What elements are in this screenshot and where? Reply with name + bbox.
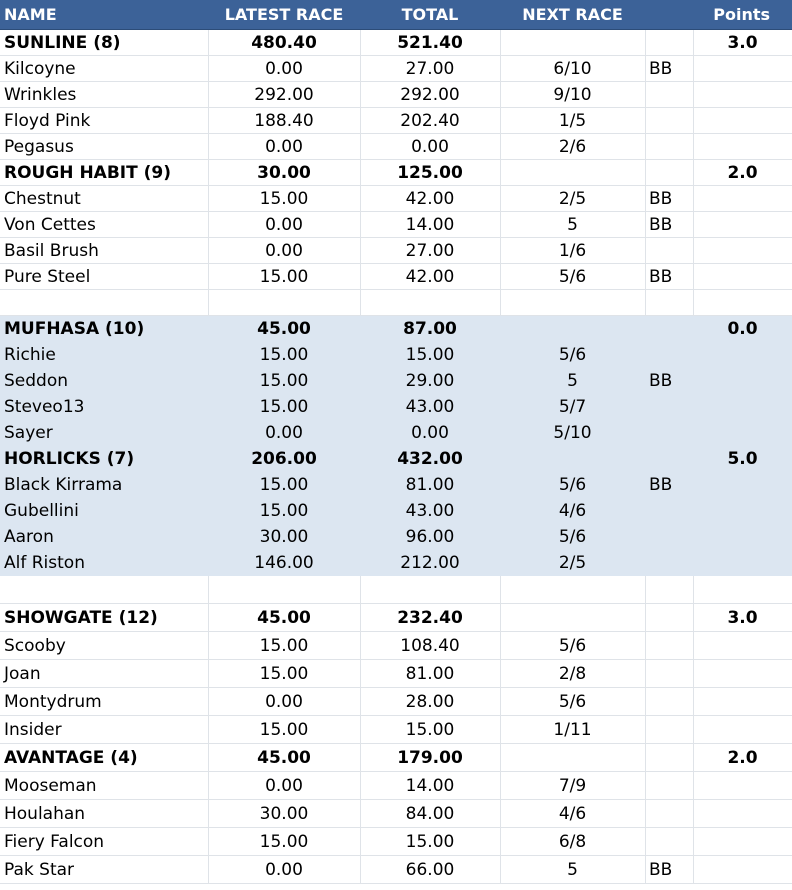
gridline: [645, 290, 646, 315]
total-cell[interactable]: 84.00: [405, 803, 455, 824]
total-cell[interactable]: 108.40: [400, 635, 460, 656]
latest-race-cell[interactable]: 0.00: [265, 859, 303, 880]
flag-cell[interactable]: [645, 524, 693, 549]
total-cell[interactable]: 212.00: [400, 552, 460, 573]
next-race-cell[interactable]: 4/6: [558, 500, 587, 521]
points-cell[interactable]: [693, 82, 792, 107]
flag-cell[interactable]: [645, 498, 693, 523]
latest-race-cell[interactable]: 30.00: [259, 526, 309, 547]
name-cell[interactable]: Richie: [4, 344, 56, 365]
name-cell[interactable]: Black Kirrama: [4, 474, 123, 495]
flag-cell[interactable]: [645, 716, 693, 743]
flag-cell[interactable]: [645, 828, 693, 855]
table-row: [0, 800, 792, 828]
total-cell[interactable]: 14.00: [405, 214, 455, 235]
latest-race-cell[interactable]: 146.00: [254, 552, 314, 573]
total-cell[interactable]: 28.00: [405, 691, 455, 712]
points-cell[interactable]: [693, 108, 792, 133]
table-row: [0, 56, 792, 82]
latest-race-cell[interactable]: 0.00: [265, 422, 303, 443]
name-cell[interactable]: Mooseman: [4, 775, 97, 796]
points-cell[interactable]: [693, 498, 792, 523]
points-cell[interactable]: [693, 212, 792, 237]
latest-race-cell[interactable]: 30.00: [257, 162, 311, 183]
flag-cell[interactable]: [645, 82, 693, 107]
name-cell[interactable]: ROUGH HABIT (9): [4, 162, 171, 183]
total-cell[interactable]: 27.00: [405, 240, 455, 261]
gridline: [693, 576, 694, 603]
total-cell[interactable]: 125.00: [397, 162, 463, 183]
flag-cell[interactable]: [645, 446, 693, 471]
table-row: [0, 856, 792, 884]
latest-race-cell[interactable]: 15.00: [259, 188, 309, 209]
name-cell[interactable]: Aaron: [4, 526, 54, 547]
latest-race-cell[interactable]: 0.00: [265, 214, 303, 235]
total-cell[interactable]: 43.00: [405, 396, 455, 417]
header-latest-race[interactable]: LATEST RACE: [224, 5, 344, 24]
total-cell[interactable]: 15.00: [405, 719, 455, 740]
next-race-cell[interactable]: 4/6: [558, 803, 587, 824]
total-cell[interactable]: 42.00: [405, 188, 455, 209]
name-cell[interactable]: Montydrum: [4, 691, 102, 712]
table-row: [0, 238, 792, 264]
latest-race-cell[interactable]: 15.00: [259, 396, 309, 417]
table-row: [0, 828, 792, 856]
points-cell[interactable]: 3.0: [727, 607, 758, 628]
total-cell[interactable]: 43.00: [405, 500, 455, 521]
next-race-cell[interactable]: 6/8: [558, 831, 587, 852]
latest-race-cell[interactable]: 15.00: [259, 344, 309, 365]
total-cell[interactable]: 202.40: [400, 110, 460, 131]
next-race-cell[interactable]: 1/11: [553, 719, 592, 740]
flag-cell[interactable]: [645, 238, 693, 263]
flag-cell[interactable]: BB: [649, 266, 673, 287]
flag-cell[interactable]: BB: [649, 370, 673, 391]
name-cell[interactable]: Steveo13: [4, 396, 85, 417]
name-cell[interactable]: Floyd Pink: [4, 110, 91, 131]
latest-race-cell[interactable]: 45.00: [257, 318, 311, 339]
points-cell[interactable]: 5.0: [727, 448, 758, 469]
gridline: [500, 576, 501, 603]
next-race-cell[interactable]: 5/6: [558, 266, 587, 287]
points-cell[interactable]: [693, 264, 792, 289]
latest-race-cell[interactable]: 0.00: [265, 691, 303, 712]
table-row: [0, 660, 792, 688]
next-race-cell[interactable]: [500, 30, 645, 55]
table-row: [0, 368, 792, 394]
next-race-cell[interactable]: 7/9: [558, 775, 587, 796]
next-race-cell[interactable]: 5/6: [558, 526, 587, 547]
name-cell[interactable]: Insider: [4, 719, 62, 740]
total-cell[interactable]: 29.00: [405, 370, 455, 391]
name-cell[interactable]: Sayer: [4, 422, 53, 443]
latest-race-cell[interactable]: 188.40: [254, 110, 314, 131]
name-cell[interactable]: Von Cettes: [4, 214, 96, 235]
name-cell[interactable]: Basil Brush: [4, 240, 99, 261]
gridline: [208, 290, 209, 315]
table-row: [0, 264, 792, 290]
points-cell[interactable]: [693, 828, 792, 855]
next-race-cell[interactable]: 2/8: [558, 663, 587, 684]
latest-race-cell[interactable]: 15.00: [259, 500, 309, 521]
total-cell[interactable]: 15.00: [405, 831, 455, 852]
total-cell[interactable]: 14.00: [405, 775, 455, 796]
blank-row: [0, 576, 792, 604]
flag-cell[interactable]: [645, 160, 693, 185]
gridline: [208, 576, 209, 603]
name-cell[interactable]: Pegasus: [4, 136, 74, 157]
name-cell[interactable]: Pak Star: [4, 859, 75, 880]
header-flag[interactable]: [645, 0, 693, 29]
next-race-cell[interactable]: 1/6: [558, 240, 587, 261]
points-cell[interactable]: [693, 134, 792, 159]
table-row: [0, 524, 792, 550]
flag-cell[interactable]: [645, 30, 693, 55]
table-row: [0, 632, 792, 660]
name-cell[interactable]: Pure Steel: [4, 266, 91, 287]
name-cell[interactable]: Fiery Falcon: [4, 831, 105, 852]
table-row: [0, 108, 792, 134]
points-cell[interactable]: [693, 550, 792, 575]
total-cell[interactable]: 521.40: [397, 32, 463, 53]
total-cell[interactable]: 232.40: [397, 607, 463, 628]
blank-row: [0, 290, 792, 316]
flag-cell[interactable]: [645, 342, 693, 367]
latest-race-cell[interactable]: 30.00: [259, 803, 309, 824]
next-race-cell[interactable]: [500, 316, 645, 341]
name-cell[interactable]: Chestnut: [4, 188, 81, 209]
next-race-cell[interactable]: [500, 446, 645, 471]
next-race-cell[interactable]: 1/5: [558, 110, 587, 131]
latest-race-cell[interactable]: 0.00: [265, 136, 303, 157]
total-cell[interactable]: 42.00: [405, 266, 455, 287]
points-cell[interactable]: [693, 856, 792, 883]
latest-race-cell[interactable]: 15.00: [259, 831, 309, 852]
flag-cell[interactable]: [645, 108, 693, 133]
name-cell[interactable]: Scooby: [4, 635, 66, 656]
next-race-cell[interactable]: 5/10: [553, 422, 592, 443]
points-cell[interactable]: [693, 524, 792, 549]
name-cell[interactable]: Wrinkles: [4, 84, 77, 105]
group-row: [0, 316, 792, 342]
total-cell[interactable]: 0.00: [411, 422, 449, 443]
table-row: [0, 212, 792, 238]
total-cell[interactable]: 87.00: [403, 318, 457, 339]
flag-cell[interactable]: [645, 744, 693, 771]
points-cell[interactable]: [693, 632, 792, 659]
points-cell[interactable]: [693, 394, 792, 419]
total-cell[interactable]: 0.00: [411, 136, 449, 157]
name-cell[interactable]: Alf Riston: [4, 552, 85, 573]
flag-cell[interactable]: [645, 550, 693, 575]
next-race-cell[interactable]: [500, 744, 645, 771]
name-cell[interactable]: Joan: [4, 663, 41, 684]
points-cell[interactable]: [693, 368, 792, 393]
flag-cell[interactable]: [645, 632, 693, 659]
flag-cell[interactable]: [645, 316, 693, 341]
name-cell[interactable]: HORLICKS (7): [4, 448, 135, 469]
total-cell[interactable]: 432.00: [397, 448, 463, 469]
table-row: [0, 394, 792, 420]
gridline: [693, 290, 694, 315]
flag-cell[interactable]: [645, 394, 693, 419]
table-row: [0, 134, 792, 160]
table-body: [0, 30, 792, 884]
points-cell[interactable]: [693, 688, 792, 715]
points-cell[interactable]: [693, 800, 792, 827]
total-cell[interactable]: 27.00: [405, 58, 455, 79]
points-cell[interactable]: [693, 56, 792, 81]
group-row: [0, 30, 792, 56]
points-cell[interactable]: 0.0: [727, 318, 758, 339]
total-cell[interactable]: 96.00: [405, 526, 455, 547]
name-cell[interactable]: Kilcoyne: [4, 58, 76, 79]
latest-race-cell[interactable]: 15.00: [259, 474, 309, 495]
name-cell[interactable]: AVANTAGE (4): [4, 747, 138, 768]
flag-cell[interactable]: [645, 800, 693, 827]
group-row: [0, 744, 792, 772]
table-row: [0, 688, 792, 716]
points-cell[interactable]: [693, 186, 792, 211]
table-row: [0, 342, 792, 368]
flag-cell[interactable]: BB: [649, 214, 673, 235]
next-race-cell[interactable]: 5/6: [558, 691, 587, 712]
points-cell[interactable]: 2.0: [727, 747, 758, 768]
next-race-cell[interactable]: 5/6: [558, 344, 587, 365]
total-cell[interactable]: 81.00: [405, 474, 455, 495]
gridline: [360, 290, 361, 315]
latest-race-cell[interactable]: 15.00: [259, 663, 309, 684]
latest-race-cell[interactable]: 0.00: [265, 775, 303, 796]
points-cell[interactable]: [693, 238, 792, 263]
table-row: [0, 550, 792, 576]
flag-cell[interactable]: [645, 772, 693, 799]
table-row: [0, 716, 792, 744]
latest-race-cell[interactable]: 0.00: [265, 240, 303, 261]
group-row: [0, 604, 792, 632]
total-cell[interactable]: 15.00: [405, 344, 455, 365]
gridline: [360, 576, 361, 603]
header-row: [0, 0, 792, 30]
header-total[interactable]: TOTAL: [401, 5, 459, 24]
group-row: [0, 160, 792, 186]
next-race-cell[interactable]: 2/6: [558, 136, 587, 157]
header-next-race[interactable]: NEXT RACE: [522, 5, 623, 24]
total-cell[interactable]: 66.00: [405, 859, 455, 880]
latest-race-cell[interactable]: 206.00: [251, 448, 317, 469]
name-cell[interactable]: MUFHASA (10): [4, 318, 145, 339]
gridline: [645, 576, 646, 603]
next-race-cell[interactable]: 5: [567, 370, 578, 391]
flag-cell[interactable]: BB: [649, 58, 673, 79]
next-race-cell[interactable]: 5/7: [558, 396, 587, 417]
header-name[interactable]: NAME: [4, 5, 57, 24]
next-race-cell[interactable]: 6/10: [553, 58, 592, 79]
table-row: [0, 186, 792, 212]
next-race-cell[interactable]: 2/5: [558, 552, 587, 573]
points-cell[interactable]: [693, 772, 792, 799]
next-race-cell[interactable]: [500, 604, 645, 631]
table-row: [0, 472, 792, 498]
next-race-cell[interactable]: 5: [567, 859, 578, 880]
points-cell[interactable]: [693, 420, 792, 445]
name-cell[interactable]: SUNLINE (8): [4, 32, 121, 53]
points-cell[interactable]: 3.0: [727, 32, 758, 53]
group-row: [0, 446, 792, 472]
name-cell[interactable]: Gubellini: [4, 500, 79, 521]
latest-race-cell[interactable]: 15.00: [259, 266, 309, 287]
header-points[interactable]: Points: [713, 5, 770, 24]
name-cell[interactable]: Seddon: [4, 370, 69, 391]
table-row: [0, 772, 792, 800]
next-race-cell[interactable]: 5/6: [558, 474, 587, 495]
latest-race-cell[interactable]: 15.00: [259, 370, 309, 391]
table-row: [0, 82, 792, 108]
latest-race-cell[interactable]: 292.00: [254, 84, 314, 105]
table-row: [0, 420, 792, 446]
total-cell[interactable]: 292.00: [400, 84, 460, 105]
latest-race-cell[interactable]: 15.00: [259, 719, 309, 740]
flag-cell[interactable]: [645, 604, 693, 631]
table-row: [0, 498, 792, 524]
next-race-cell[interactable]: 9/10: [553, 84, 592, 105]
gridline: [500, 290, 501, 315]
points-cell[interactable]: [693, 716, 792, 743]
name-cell[interactable]: SHOWGATE (12): [4, 607, 158, 628]
flag-cell[interactable]: BB: [649, 474, 673, 495]
latest-race-cell[interactable]: 15.00: [259, 635, 309, 656]
next-race-cell[interactable]: 2/5: [558, 188, 587, 209]
flag-cell[interactable]: [645, 688, 693, 715]
next-race-cell[interactable]: 5/6: [558, 635, 587, 656]
latest-race-cell[interactable]: 480.40: [251, 32, 317, 53]
flag-cell[interactable]: [645, 420, 693, 445]
name-cell[interactable]: Houlahan: [4, 803, 86, 824]
latest-race-cell[interactable]: 45.00: [257, 607, 311, 628]
flag-cell[interactable]: [645, 660, 693, 687]
points-cell[interactable]: [693, 342, 792, 367]
points-cell[interactable]: [693, 660, 792, 687]
flag-cell[interactable]: BB: [649, 859, 673, 880]
flag-cell[interactable]: [645, 134, 693, 159]
total-cell[interactable]: 81.00: [405, 663, 455, 684]
flag-cell[interactable]: BB: [649, 188, 673, 209]
latest-race-cell[interactable]: 45.00: [257, 747, 311, 768]
points-cell[interactable]: 2.0: [727, 162, 758, 183]
next-race-cell[interactable]: 5: [567, 214, 578, 235]
latest-race-cell[interactable]: 0.00: [265, 58, 303, 79]
next-race-cell[interactable]: [500, 160, 645, 185]
total-cell[interactable]: 179.00: [397, 747, 463, 768]
points-cell[interactable]: [693, 472, 792, 497]
